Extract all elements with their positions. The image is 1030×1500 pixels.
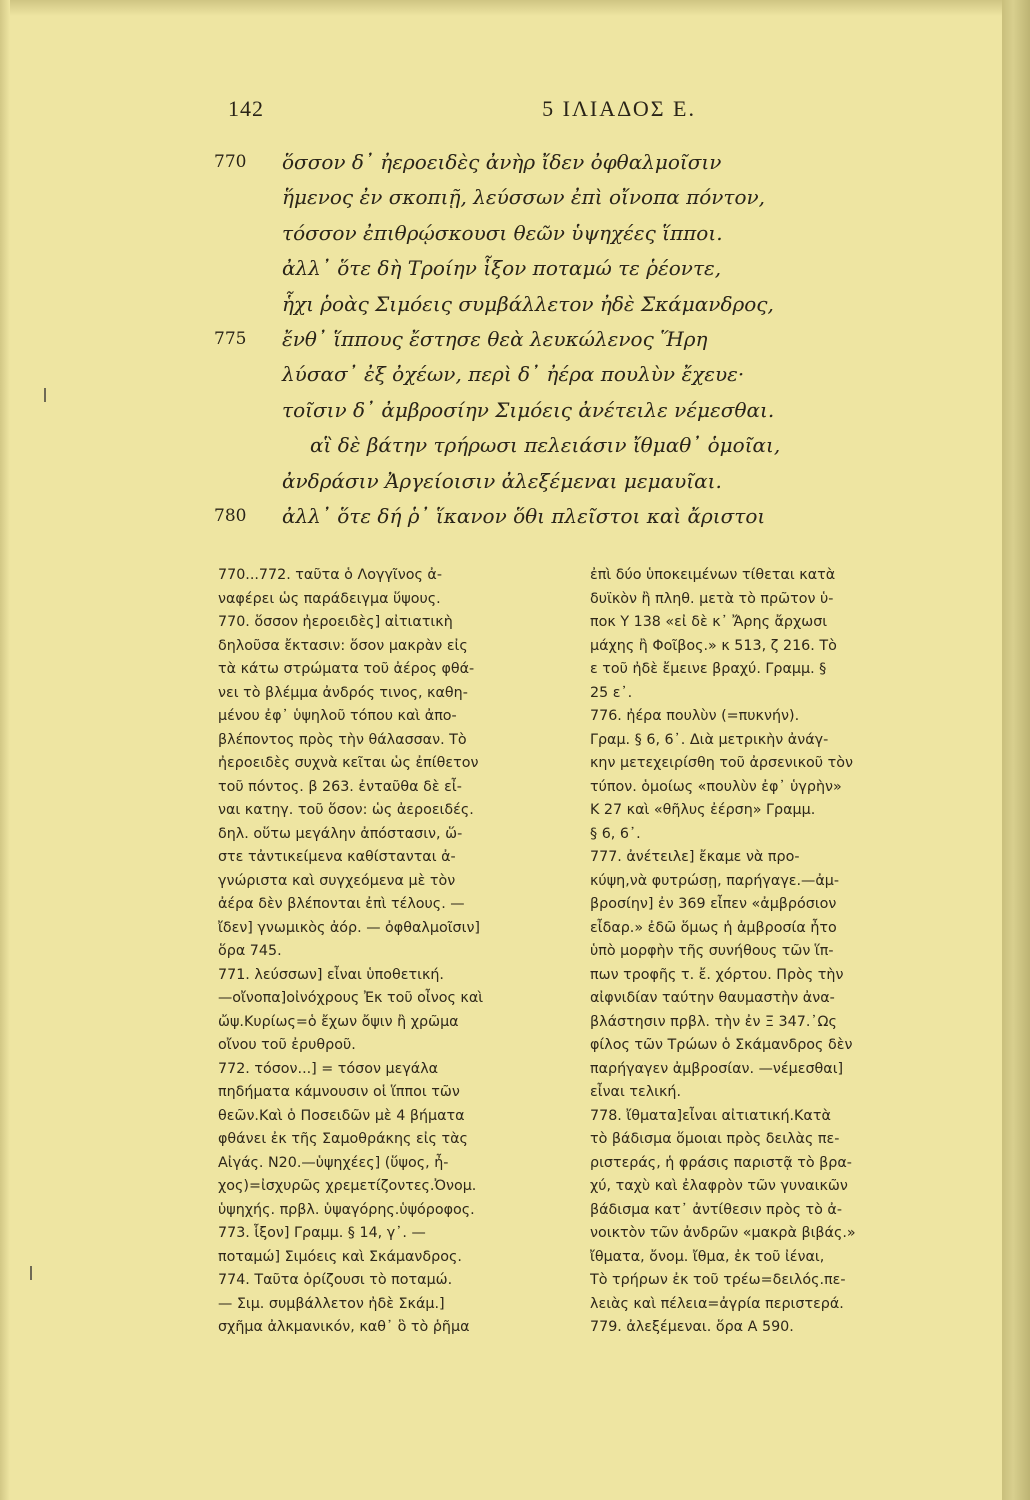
verse-line <box>214 292 894 327</box>
verse-text: ἀλλ᾽ ὅτε δή ῥ᾽ ἵκανον ὅθι πλεῖστοι καὶ ἄριστοι <box>282 503 766 528</box>
commentary-right-column <box>590 564 944 1340</box>
verse-block <box>214 150 894 539</box>
verse-number: 780 <box>214 505 247 526</box>
commentary-line: ἴθματα, ὄνομ. ἴθμα, ἐκ τοῦ ἰέναι, <box>590 1248 825 1265</box>
verse-text: λύσασ᾽ ἐξ ὀχέων, περὶ δ᾽ ἠέρα πουλὺν ἔχευε· <box>282 362 745 387</box>
verse-number: 775 <box>214 328 247 349</box>
commentary-line: νει τὸ βλέμμα ἀνδρός τινος, καθη- <box>218 684 468 701</box>
commentary-line: εἶναι τελική. <box>590 1084 682 1100</box>
commentary-line: φθάνει ἐκ τῆς Σαμοθράκης εἰς τὰς <box>218 1131 468 1147</box>
commentary-line: φίλος τῶν Τρώων ὁ Σκάμανδρος δὲν <box>590 1037 853 1053</box>
commentary-line: § 6, 6᾽. <box>590 825 641 842</box>
page-left-edge <box>0 0 10 1500</box>
commentary-line: τύπον. ὁμοίως «πουλὺν ἐφ᾽ ὑγρὴν» <box>590 778 842 795</box>
commentary-line: βροσίην] ἐν 369 εἶπεν «ἀμβρόσιον <box>590 896 837 912</box>
commentary-line: βλέποντος πρὸς τὴν θάλασσαν. Τὸ <box>218 731 467 748</box>
commentary-line: δηλοῦσα ἔκτασιν: ὅσον μακρὰν εἰς <box>218 637 468 654</box>
verse-line <box>214 433 894 468</box>
commentary-line: Τὸ τρήρων ἐκ τοῦ τρέω=δειλός.πε- <box>590 1272 846 1288</box>
commentary-line: γνώριστα καὶ συγχεόμενα μὲ τὸν <box>218 872 456 889</box>
commentary-line: 772. τόσον...] = τόσον μεγάλα <box>218 1060 439 1077</box>
margin-pencil-mark <box>44 388 46 402</box>
verse-line <box>214 185 894 220</box>
commentary-line: 770. ὅσσον ἠεροειδὲς] αἰτιατικὴ <box>218 614 453 630</box>
verse-line <box>214 327 894 362</box>
verse-text: τόσσον ἐπιθρῴσκουσι θεῶν ὑψηχέες ἵπποι. <box>282 220 723 245</box>
commentary-left-column <box>218 564 570 1340</box>
commentary-line: ἐπὶ δύο ὑποκειμένων τίθεται κατὰ <box>590 567 836 583</box>
commentary-line: νοικτὸν τῶν ἀνδρῶν «μακρὰ βιβάς.» <box>590 1225 856 1241</box>
commentary-line: 776. ἠέρα πουλὺν (=πυκνήν). <box>590 708 800 724</box>
commentary-line: ὑπὸ μορφὴν τῆς συνήθους τῶν ἵπ- <box>590 943 834 959</box>
commentary-line: βάδισμα κατ᾽ ἀντίθεσιν πρὸς τὸ ἀ- <box>590 1201 843 1218</box>
commentary-line: μάχης ἢ Φοῖβος.» κ 513, ζ 216. Τὸ <box>590 637 837 654</box>
verse-line <box>214 362 894 397</box>
commentary-line: τὰ κάτω στρώματα τοῦ ἀέρος φθά- <box>218 661 475 677</box>
commentary-line: ὅρα 745. <box>218 943 282 959</box>
commentary-line: πηδήματα κάμνουσιν οἱ ἵπποι τῶν <box>218 1084 460 1100</box>
commentary-line: Αἰγάς. Ν20.—ὑψηχέες] (ὕψος, ἦ- <box>218 1154 449 1171</box>
commentary-line: ριστεράς, ἡ φράσις παριστᾷ τὸ βρα- <box>590 1154 852 1171</box>
commentary-line: παρήγαγεν ἀμβροσίαν. —νέμεσθαι] <box>590 1060 844 1077</box>
verse-text: ὅσσον δ᾽ ἠεροειδὲς ἀνὴρ ἴδεν ὀφθαλμοῖσιν <box>282 150 722 174</box>
verse-text: ἧχι ῥοὰς Σιμόεις συμβάλλετον ἠδὲ Σκάμανδρος, <box>282 291 774 316</box>
page-number: 142 <box>228 96 264 121</box>
commentary-line: κύψη,νὰ φυτρώσῃ, παρήγαγε.—ἀμ- <box>590 872 840 889</box>
commentary-line: χύ, ταχὺ καὶ ἐλαφρὸν τῶν γυναικῶν <box>590 1178 848 1194</box>
commentary-line: —οἴνοπα]οἰνόχρους Ἐκ τοῦ οἶνος καὶ <box>218 990 484 1006</box>
commentary-line: στε τἀντικείμενα καθίστανται ἀ- <box>218 849 456 865</box>
commentary-line: ὤψ.Κυρίως=ὁ ἔχων ὄψιν ἢ χρῶμα <box>218 1013 459 1030</box>
commentary-line: ἀέρα δὲν βλέπονται ἐπὶ τέλους. — <box>218 896 465 912</box>
commentary-line: 774. Ταῦτα ὁρίζουσι τὸ ποταμώ. <box>218 1272 453 1288</box>
commentary-line: θεῶν.Καὶ ὁ Ποσειδῶν μὲ 4 βήματα <box>218 1107 465 1124</box>
verse-text: τοῖσιν δ᾽ ἀμβροσίην Σιμόεις ἀνέτειλε νέμεσθαι. <box>282 397 775 422</box>
commentary-line: ναφέρει ὡς παράδειγμα ὕψους. <box>218 590 441 607</box>
verse-line <box>214 469 894 504</box>
commentary-line: δηλ. οὕτω μεγάλην ἀπόστασιν, ὥ- <box>218 825 463 842</box>
verse-line <box>214 504 894 539</box>
commentary-line: 773. ἷξον] Γραμμ. § 14, γ᾽. — <box>218 1225 426 1241</box>
running-head: 5 ΙΛΙΑΔΟΣ Ε. <box>542 96 696 121</box>
commentary-line: μένου ἐφ᾽ ὑψηλοῦ τόπου καὶ ἀπο- <box>218 708 457 724</box>
commentary-line: ποταμώ] Σιμόεις καὶ Σκάμανδρος. <box>218 1248 462 1265</box>
commentary-line: χος)=ἰσχυρῶς χρεμετίζοντες.Ὀνομ. <box>218 1178 477 1194</box>
commentary-line: ἠεροειδὲς συχνὰ κεῖται ὡς ἐπίθετον <box>218 755 479 771</box>
verse-text: αἳ δὲ βάτην τρήρωσι πελειάσιν ἴθμαθ᾽ ὁμοῖαι, <box>310 433 781 458</box>
page-top-edge <box>0 0 1030 16</box>
commentary-line: 771. λεύσσων] εἶναι ὑποθετική. <box>218 966 444 983</box>
commentary-line: δυϊκὸν ἢ πληθ. μετὰ τὸ πρῶτον ὑ- <box>590 590 834 607</box>
verse-text: ἀνδράσιν Ἀργείοισιν ἀλεξέμεναι μεμαυῖαι. <box>282 468 722 493</box>
verse-line <box>214 150 894 185</box>
commentary-line: Κ 27 καὶ «θῆλυς ἐέρση» Γραμμ. <box>590 802 816 818</box>
commentary-line: εἶδαρ.» ἐδῶ ὅμως ἡ ἀμβροσία ἦτο <box>590 919 837 936</box>
verse-number: 770 <box>214 152 247 172</box>
commentary-line: πων τροφῆς τ. ἔ. χόρτου. Πρὸς τὴν <box>590 966 844 983</box>
commentary-line: 770...772. ταῦτα ὁ Λογγῖνος ἀ- <box>218 567 443 583</box>
commentary-line: σχῆμα ἀλκμανικόν, καθ᾽ ὃ τὸ ῥῆμα <box>218 1319 470 1335</box>
margin-pencil-mark <box>30 1266 32 1280</box>
commentary-line: τὸ βάδισμα ὅμοιαι πρὸς δειλὰς πε- <box>590 1131 840 1147</box>
commentary-line: τοῦ πόντος. β 263. ἐνταῦθα δὲ εἶ- <box>218 778 462 795</box>
commentary-line: — Σιμ. συμβάλλετον ἠδὲ Σκάμ.] <box>218 1295 445 1312</box>
commentary-line: 778. ἴθματα]εἶναι αἰτιατική.Κατὰ <box>590 1107 831 1124</box>
commentary-line: βλάστησιν πρβλ. τὴν ἐν Ξ 347.᾽Ως <box>590 1013 837 1030</box>
verse-text: ἀλλ᾽ ὅτε δὴ Τροίην ἷξον ποταμώ τε ῥέοντε, <box>282 256 722 281</box>
verse-line <box>214 256 894 291</box>
verse-line <box>214 221 894 256</box>
commentary-line: κην μετεχειρίσθη τοῦ ἀρσενικοῦ τὸν <box>590 755 853 771</box>
commentary-line: ποκ Υ 138 «εἰ δὲ κ᾽ Ἄρης ἄρχωσι <box>590 614 828 630</box>
commentary-line: ναι κατηγ. τοῦ ὅσον: ὡς ἀεροειδές. <box>218 802 474 818</box>
commentary-line: αἰφνιδίαν ταύτην θαυμαστὴν ἀνα- <box>590 990 835 1006</box>
verse-text: ἔνθ᾽ ἵππους ἔστησε θεὰ λευκώλενος Ἥρη <box>282 326 708 351</box>
commentary-line: 779. ἀλεξέμεναι. ὅρα Α 590. <box>590 1319 794 1335</box>
commentary-line: οἴνου τοῦ ἐρυθροῦ. <box>218 1037 356 1053</box>
page-binding-edge <box>1002 0 1030 1500</box>
verse-text: ἥμενος ἐν σκοπιῇ, λεύσσων ἐπὶ οἴνοπα πόντον, <box>282 185 766 210</box>
commentary-line: λειὰς καὶ πέλεια=ἀγρία περιστερά. <box>590 1295 844 1312</box>
commentary-line: ἴδεν] γνωμικὸς ἀόρ. — ὀφθαλμοῖσιν] <box>218 919 481 936</box>
commentary-line: 777. ἀνέτειλε] ἔκαμε νὰ προ- <box>590 849 800 865</box>
page-header <box>228 96 696 130</box>
commentary-line: ὑψηχής. πρβλ. ὑψαγόρης.ὑψόροφος. <box>218 1201 475 1218</box>
verse-line <box>214 398 894 433</box>
commentary-line: ε τοῦ ἠδὲ ἔμεινε βραχύ. Γραμμ. § <box>590 661 827 677</box>
commentary-line: 25 ε᾽. <box>590 684 633 701</box>
commentary-line: Γραμ. § 6, 6᾽. Διὰ μετρικὴν ἀνάγ- <box>590 731 829 748</box>
